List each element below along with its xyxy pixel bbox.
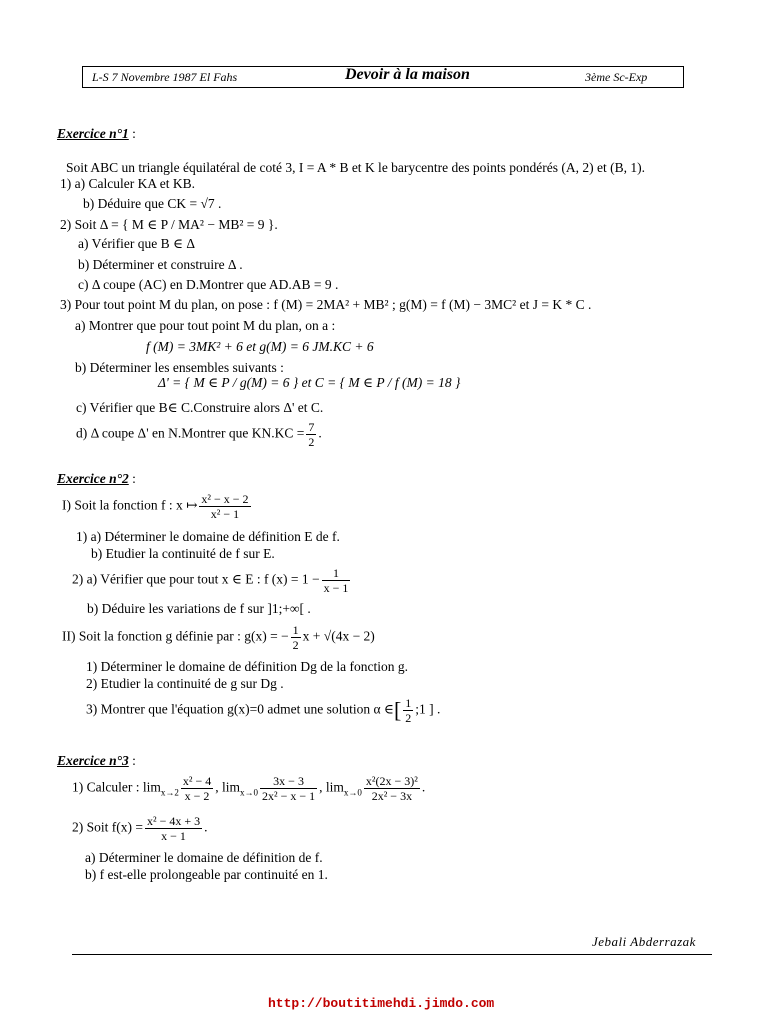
exercise-3-heading (57, 753, 136, 769)
ex3-q1-frac2 (260, 774, 317, 803)
ex2-II-num: 1 (292, 623, 299, 637)
ex2-II3-fraction (403, 696, 413, 725)
ex2-q2a (72, 566, 352, 595)
ex2-II3-end: ;1 ] . (415, 701, 441, 717)
ex2-q2a-num: 1 (322, 566, 351, 581)
ex2-I-fraction (199, 492, 250, 521)
ex1-q3d-den: 2 (308, 435, 315, 449)
exercise-3-colon: : (128, 753, 136, 768)
header-school-date: L-S 7 Novembre 1987 El Fahs (92, 70, 238, 84)
exercise-1-colon: : (128, 126, 136, 141)
ex2-II2: 2) Etudier la continuité de g sur Dg . (86, 676, 284, 691)
ex1-q3d (76, 420, 322, 449)
ex3-q2a: a) Déterminer le domaine de définition de f. (85, 850, 323, 865)
ex2-q2a-den: x − 1 (323, 581, 349, 595)
ex3-q1-n2: 3x − 3 (260, 774, 317, 789)
ex1-q3a: a) Montrer que pour tout point M du plan, on a : (75, 318, 336, 333)
ex2-I-text: I) Soit la fonction f : x ↦ (62, 497, 198, 513)
ex2-II3 (86, 696, 440, 725)
ex1-q2b: b) Déterminer et construire Δ . (78, 257, 243, 272)
ex3-q1-d1: x − 2 (184, 789, 210, 803)
ex3-q2-num: x² − 4x + 3 (146, 814, 201, 828)
ex3-q2b: b) f est-elle prolongeable par continuité en 1. (85, 867, 328, 882)
ex3-q2-den: x − 1 (161, 829, 186, 843)
ex2-I-den: x² − 1 (210, 507, 240, 521)
ex3-q2 (72, 814, 208, 843)
ex3-q1-n1: x² − 4 (182, 774, 212, 788)
exercise-1-heading (57, 126, 136, 142)
ex1-q3d-num: 7 (308, 420, 315, 434)
ex1-q3b-formula: Δ' = { M ∈ P / g(M) = 6 } et C = { M ∈ P / f (M) = 18 } (158, 375, 461, 390)
header-class: 3ème Sc-Exp (585, 70, 648, 84)
ex2-II-end: x + √(4x − 2) (302, 628, 375, 644)
ex1-q3d-fraction (306, 420, 316, 449)
ex3-q1-frac3 (364, 774, 420, 803)
ex3-q2-text: 2) Soit f(x) = (72, 819, 143, 835)
author-signature: Jebali Abderrazak (592, 934, 696, 949)
footer-rule (72, 954, 712, 955)
ex2-II-text: II) Soit la fonction g définie par : g(x) = − (62, 628, 289, 644)
ex1-q1b: b) Déduire que CK = √7 . (83, 196, 222, 211)
ex1-q3d-text: d) Δ coupe Δ' en N.Montrer que KN.KC = (76, 425, 305, 441)
ex3-q1-mid2: , lim (319, 779, 344, 795)
ex2-q2b: b) Déduire les variations de f sur ]1;+∞[ . (87, 601, 311, 616)
ex3-q1-text: 1) Calculer : lim (72, 779, 161, 795)
exercise-2-colon: : (128, 471, 136, 486)
ex2-II3-text: 3) Montrer que l'équation g(x)=0 admet une solution α ∈ (86, 701, 394, 717)
ex2-q1b: b) Etudier la continuité de f sur E. (91, 546, 275, 561)
exercise-2-heading (57, 471, 136, 487)
ex2-II (62, 623, 375, 652)
ex3-q1-frac1 (181, 774, 213, 803)
ex3-q1-d3: 2x² − 3x (371, 789, 413, 803)
ex1-q3: 3) Pour tout point M du plan, on pose : f (M) = 2MA² + MB² ; g(M) = f (M) − 3MC² et J = K * C . (60, 297, 592, 312)
ex2-II3-num: 1 (405, 696, 412, 710)
ex2-q1a: 1) a) Déterminer le domaine de définition E de f. (76, 529, 340, 544)
ex3-q2-end: . (204, 819, 208, 835)
ex1-q3c: c) Vérifier que B∈ C.Construire alors Δ' et C. (76, 400, 324, 415)
ex3-q1-end: . (421, 779, 426, 795)
exercise-2-title: Exercice n°2 (57, 471, 129, 486)
ex2-II-den: 2 (292, 638, 299, 652)
ex2-II3-bracket: [ (393, 697, 402, 723)
ex3-q1-sub3: x→0 (343, 787, 362, 798)
ex1-q2a: a) Vérifier que B ∈ Δ (78, 236, 196, 251)
ex2-q2a-fraction (322, 566, 351, 595)
ex3-q1-mid1: , lim (215, 779, 240, 795)
ex3-q1-d2: 2x² − x − 1 (262, 789, 316, 803)
ex3-q2-fraction (145, 814, 202, 843)
ex3-q1-sub1: x→2 (160, 787, 179, 798)
ex3-q1-n3: x²(2x − 3)² (365, 774, 418, 788)
ex2-I (62, 492, 253, 521)
ex2-II-fraction (291, 623, 301, 652)
exercise-1-title: Exercice n°1 (57, 126, 129, 141)
ex3-q1-sub2: x→0 (240, 787, 258, 798)
ex2-q2a-text: 2) a) Vérifier que pour tout x ∈ E : f (x) = 1 − (72, 571, 320, 587)
ex1-intro: Soit ABC un triangle équilatéral de coté 3, I = A * B et K le barycentre des points pondérés (A, 2) et (B, 1). (66, 160, 645, 175)
ex1-q2: 2) Soit Δ = { M ∈ P / MA² − MB² = 9 }. (60, 217, 278, 232)
header-title: Devoir à la maison (345, 66, 470, 83)
ex2-II1: 1) Déterminer le domaine de définition Dg de la fonction g. (86, 659, 409, 674)
ex1-q1a: 1) a) Calculer KA et KB. (60, 176, 195, 191)
ex1-q3a-formula: f (M) = 3MK² + 6 et g(M) = 6 JM.KC + 6 (146, 339, 374, 354)
ex1-q3d-end: . (318, 425, 322, 441)
ex2-II3-den: 2 (405, 711, 412, 725)
exercise-3-title: Exercice n°3 (57, 753, 129, 768)
ex3-q1 (72, 774, 425, 803)
ex1-q3b: b) Déterminer les ensembles suivants : (75, 360, 284, 375)
ex2-I-num: x² − x − 2 (201, 492, 249, 506)
ex1-q2c: c) Δ coupe (AC) en D.Montrer que AD.AB = 9 . (78, 277, 339, 292)
footer-url-link[interactable]: http://boutitimehdi.jimdo.com (268, 996, 495, 1011)
